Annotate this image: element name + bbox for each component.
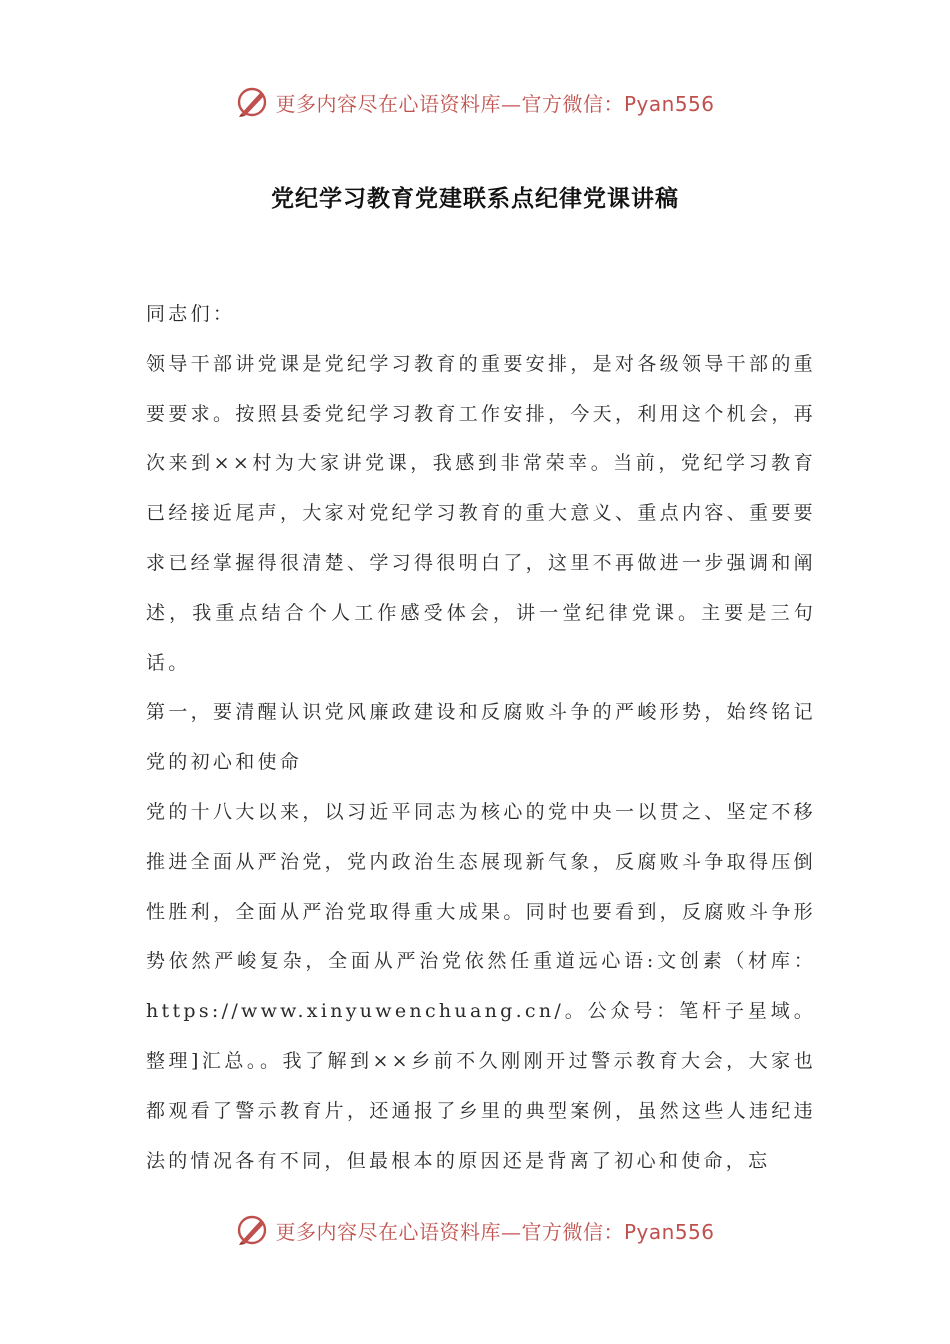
document-title: 党纪学习教育党建联系点纪律党课讲稿 — [271, 186, 679, 212]
intro-paragraph: 领导干部讲党课是党纪学习教育的重要安排，是对各级领导干部的重要要求。按照县委党纪学习教育工作安排，今天，利用这个机会，再次来到××村为大家讲党课，我感到非常荣幸。当前，党纪学习教育已经接近尾声，大家对党纪学习教育的重大意义、重点内容、重要要求已经掌握得很清楚、学习得很明白了，这里不再做进一步强调和阐述，我重点结合个人工作感受体会，讲一堂纪律党课。主要是三句话。 — [146, 352, 816, 674]
footer-wechat-id: Pyan556 — [623, 1219, 715, 1244]
document-body — [146, 290, 816, 1186]
footer-banner-text — [275, 1216, 714, 1245]
pen-circle-logo-icon — [235, 1213, 269, 1247]
pen-circle-logo-icon — [235, 85, 269, 119]
header-banner-slogan: 更多内容尽在心语资料库—官方微信： — [275, 91, 624, 116]
header-wechat-id: Pyan556 — [623, 91, 715, 116]
body-paragraph: 党的十八大以来，以习近平同志为核心的党中央一以贯之、坚定不移推进全面从严治党，党内政治生态展现新气象，反腐败斗争取得压倒性胜利，全面从严治党取得重大成果。同时也要看到，反腐败斗争形势依然严峻复杂，全面从严治党依然任重道远心语:文创素（材库：https://www.xinyuwenchuang.cn/。公众号：笔杆子星域。整理]汇总。。我了解到××乡前不久刚刚开过警示教育大会，大家也都观看了警示教育片，还通报了乡里的典型案例，虽然这些人违纪违法的情况各有不同，但最根本的原因还是背离了初心和使命，忘 — [146, 800, 816, 1172]
footer-banner — [0, 1210, 950, 1250]
header-banner-text — [275, 88, 714, 117]
header-banner — [0, 82, 950, 122]
section-heading-first: 第一，要清醒认识党风廉政建设和反腐败斗争的严峻形势，始终铭记党的初心和使命 — [146, 701, 816, 774]
footer-banner-slogan: 更多内容尽在心语资料库—官方微信： — [275, 1219, 624, 1244]
salutation-paragraph: 同志们： — [146, 303, 236, 325]
